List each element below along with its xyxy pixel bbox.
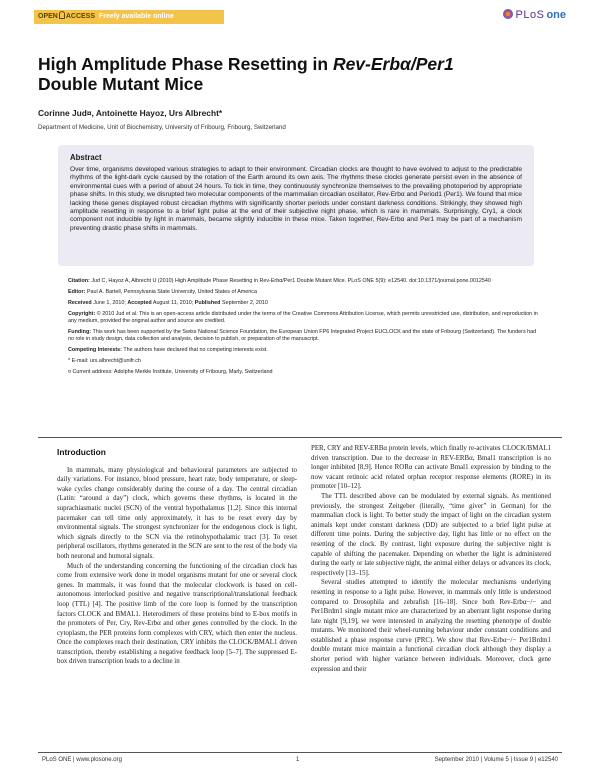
access-label: ACCESS	[65, 13, 96, 20]
abstract-text: Over time, organisms developed various strategies to adapt to their environment. Circadian clocks are thought to have evolved to adjust to the predictable rhythms of the light-dark cycle caused by the rotation of the Earth around its own axis. The rhythms these clocks generate persist even in the absence of environmental cues with a period of about 24 hours. To tick in time, they continuously synchronize themselves to the prevailing photoperiod by appropriate phase shifts. In this study, we disrupted two molecular components of the mammalian circadian oscillator, Rev-Erbα and Period1 (Per1). We found that mice lacking these genes displayed robust circadian rhythms with significantly shorter periods under constant darkness conditions. Strikingly, they showed high amplitude resetting in response to a brief light pulse at the end of their subjective night phase, which is rare in mammals. Surprisingly, Cry1, a clock component not inducible by light in mammals, became slightly inducible in these mice. Taken together, Rev-Erbα and Per1 may be part of a mechanism preventing drastic phase shifts in mammals.	[70, 166, 522, 232]
page-footer	[38, 752, 562, 767]
open-label: OPEN	[38, 13, 58, 20]
footer-journal: PLoS ONE | www.plosone.org	[42, 757, 122, 763]
citation-text: Jud C, Hayoz A, Albrecht U (2010) High Amplitude Phase Resetting in Rev-Erbα/Per1 Double Mutant Mice. PLoS ONE 5(9): e12540. doi:10.1371/journal.pone.0012540	[91, 278, 491, 284]
right-column	[311, 444, 551, 674]
left-column	[57, 444, 297, 667]
footer-issue: September 2010 | Volume 5 | Issue 9 | e12540	[434, 757, 558, 763]
published-date: September 2, 2010	[221, 300, 268, 306]
funding	[68, 329, 538, 343]
editor-text: Paul A. Bartell, Pennsylvania State University, United States of America	[86, 289, 257, 295]
editor-label: Editor:	[68, 289, 86, 295]
citation	[68, 278, 538, 285]
open-access-label	[38, 11, 174, 20]
copyright-text: © 2010 Jud et al. This is an open-access article distributed under the terms of the Creative Commons Attribution License, which permits unrestricted use, distribution, and reproduction in any medium, provided the original author and source are credited.	[68, 311, 538, 324]
email: * E-mail: urs.albrecht@unifr.ch	[68, 358, 141, 364]
affiliation: Department of Medicine, Unit of Biochemistry, University of Fribourg, Fribourg, Switzerland	[38, 124, 286, 131]
logo-plos-text: PLoS	[515, 9, 545, 21]
published-label: Published	[194, 300, 221, 306]
competing-text: The authors have declared that no competing interests exist.	[123, 347, 268, 353]
intro-paragraph: In mammals, many physiological and behavioural parameters are subjected to daily variations. For instance, blood pressure, heart rate, body temperature, or sleep-wake cycles change considerably during the course of a day. The central circadian (Latin: “around a day”) clock, which governs these rhythms, is located in the suprachiasmatic nuclei (SCN) of the ventral hypothalamus [1,2]. Since this internal pacemaker can tell time only approximately, it has to be reset every day by environmental signals. The strongest synchronizer for the endogenous clock is light, which signals directly to the SCN via the retinohypothalamic tract [3]. To reset peripheral oscillators, rhythms generated in the SCN are sent to the rest of the body via both neuronal and humoral signals.	[57, 466, 297, 560]
introduction-heading: Introduction	[57, 447, 106, 457]
current-address: ¤ Current address: Adolphe Merkle Institute, University of Fribourg, Marly, Switzerland	[68, 369, 273, 375]
title-part-2: Double Mutant Mice	[38, 74, 204, 94]
copyright-label: Copyright:	[68, 311, 96, 317]
copyright	[68, 311, 538, 325]
competing-label: Competing Interests:	[68, 347, 122, 353]
section-divider	[38, 437, 562, 438]
funding-label: Funding:	[68, 329, 92, 335]
author-list: Corinne Jud¤, Antoinette Hayoz, Urs Albrecht*	[38, 108, 223, 118]
funding-text: This work has been supported by the Swiss National Science Foundation, the European Union FP6 Integrated Project EUCLOCK and the state of Fribourg (Switzerland). The funders had no role in study design, data collection and analysis, decision to publish, or preparation of the manuscript.	[68, 329, 537, 342]
open-lock-icon	[59, 11, 65, 19]
title-gene: Rev-Erbα/Per1	[332, 54, 454, 74]
accepted-date: August 11, 2010;	[152, 300, 194, 306]
free-available-label: Freely available online	[99, 13, 174, 20]
accepted-label: Accepted	[127, 300, 152, 306]
received-label: Received	[68, 300, 92, 306]
abstract-box	[58, 145, 534, 266]
journal-header	[0, 0, 600, 24]
competing-interests	[68, 347, 538, 354]
intro-paragraph: Much of the understanding concerning the functioning of the circadian clock has come from extensive work done in model organisms mutant for one or several clock genes. In mammals, it was found that the molecular clockwork is based on cell-autonomous interlocked positive and negative transcriptional/translational feedback loop (TTL) [4]. The positive limb of the core loop is formed by the transcription factors CLOCK and BMAL1. Heterodimers of these proteins bind to E-box motifs in the promoters of Per, Cry, Rev-Erbα and other genes controlled by the clock. In the cytoplasm, the PER proteins form complexes with CRY, which then enter the nucleus. Once the complexes reach their destination, CRY inhibits the CLOCK/BMAL1 driven transcription, thereby establishing a negative feedback loop [5–7]. The suppressed E-box driven transcription leads to a decline in	[57, 562, 297, 666]
logo-one-text: one	[546, 9, 566, 21]
abstract-heading: Abstract	[70, 153, 102, 162]
article-title	[38, 54, 568, 94]
article-metadata	[68, 278, 538, 380]
plos-logo-icon	[503, 9, 513, 19]
citation-label: Citation:	[68, 278, 90, 284]
editor	[68, 289, 538, 296]
page-number: 1	[296, 757, 300, 763]
title-part-1: High Amplitude Phase Resetting in	[38, 54, 333, 74]
intro-paragraph: PER, CRY and REV-ERBα protein levels, which finally re-activates CLOCK/BMAL1 driven transcription. Due to the decrease in REV-ERBα, Bmal1 transcription is no longer inhibited [8,9]. Hence RORα can activate Bmal1 expression by binding to the now vacant retinoic acid related orphan receptor response elements (RORE) in its promoter [10–12].	[311, 445, 551, 491]
intro-paragraph: The TTL described above can be modulated by external signals. As mentioned previously, the strongest Zeitgeber (literally, “time giver” in German) for the mammalian clock is light. To better study the impact of light on the circadian system animals kept under constant darkness (DD) are subjected to a brief light pulse at different time points. During the subjective day, light has little or no effect on the resetting of the clock. By contrast, light exposure during the subjective night is capable of shifting the pacemaker. Depending on whether the light is administered during the early or late subjective night, the animal either delays or advances its clock, respectively [13–15].	[311, 492, 551, 577]
plos-one-logo	[503, 9, 566, 21]
dates	[68, 300, 538, 307]
intro-paragraph: Several studies attempted to identify the molecular mechanisms underlying resetting in response to a light pulse. However, in mammals only little is understood compared to Drosophila and zebrafish [16–18]. Since both Rev-Erbα−/− and Per1Brdm1 single mutant mice are characterized by an aberrant light response during late night [9,19], we were interested in analyzing the resetting phenotype of double mutants. We monitored their wheel-running behaviour under constant conditions and established a phase response curve (PRC). We show that Rev-Erbα−/− Per1Brdm1 double mutant mice maintain a functional circadian clock although they display a shorter period with higher variance between individuals. Moreover, clock gene expression and their	[311, 579, 551, 673]
received-date: June 1, 2010;	[93, 300, 126, 306]
